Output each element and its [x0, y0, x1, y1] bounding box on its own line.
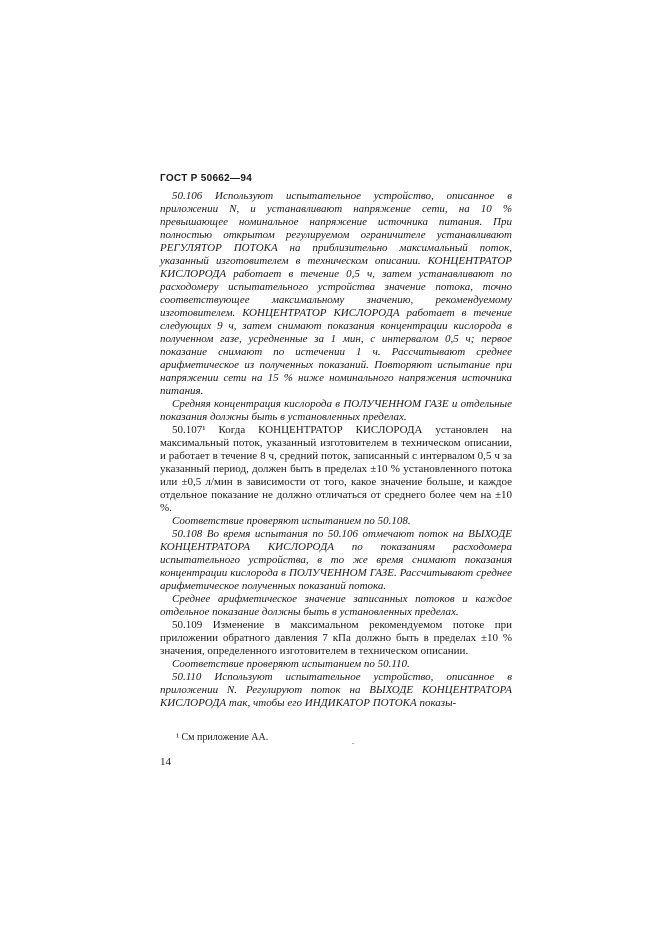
standard-header: ГОСТ Р 50662—94 — [160, 173, 253, 184]
paragraph-50-107: 50.107¹ Когда КОНЦЕНТРАТОР КИСЛОРОДА установлен на максимальный поток, указанный изготовителем в техническом описании, и работает в течение 8 ч, средний поток, записанный с интервалом 0,5 ч за указанный период, должен быть в пределах ±10 % установленного потока или ±0,5 л/мин в зависимости от того, какое значение больше, и каждое отдельное показание не должно отличаться от среднего более чем на ±10 %. — [160, 424, 512, 514]
page-number: 14 — [160, 756, 171, 768]
paragraph-50-110: 50.110 Используют испытательное устройство, описанное в приложении N. Регулируют поток на ВЫХОДЕ КОНЦЕНТРАТОРА КИСЛОРОДА так, чтобы его ИНДИКАТОР ПОТОКА показы- — [160, 671, 512, 709]
paragraph-50-106: 50.106 Используют испытательное устройство, описанное в приложении N, и устанавливают напряжение сети, на 10 % превышающее номинальное напряжение источника питания. При полностью открытом регулируемом ограничителе устанавливают РЕГУЛЯТОР ПОТОКА на приблизительно максимальный поток, указанный изготовителем в техническом описании. КОНЦЕНТРАТОР КИСЛОРОДА работает в течение 0,5 ч, затем устанавливают по расходомеру испытательного устройства значение потока, точно соответствующее максимальному значению, рекомендуемому изготовителем. КОНЦЕНТРАТОР КИСЛОРОДА работает в течение следующих 9 ч, затем снимают показания концентрации кислорода в полученном газе, усредненные за 1 мин, с интервалом 0,5 ч; первое показание снимают по истечении 1 ч. Рассчитывают среднее арифметическое из полученных показаний. Повторяют испытание при напряжении сети на 15 % ниже номинального напряжения источника питания. — [160, 190, 512, 397]
paragraph-50-109: 50.109 Изменение в максимальном рекомендуемом потоке при приложении обратного давления 7 кПа должно быть в пределах ±10 % значения, определенного изготовителем в техническом описании. — [160, 619, 512, 657]
paragraph-compliance-50-108: Соответствие проверяют испытанием по 50.108. — [172, 515, 411, 527]
paragraph-requirement-oxygen: Средняя концентрация кислорода в ПОЛУЧЕННОМ ГАЗЕ и отдельные показания должны быть в установленных пределах. — [160, 398, 512, 423]
body-text — [160, 190, 512, 710]
paragraph-50-108: 50.108 Во время испытания по 50.106 отмечают поток на ВЫХОДЕ КОНЦЕНТРАТОРА КИСЛОРОДА по показаниям расходомера испытательного устройства, в то же время снимают показания концентрации кислорода в ПОЛУЧЕННОМ ГАЗЕ. Рассчитывают среднее арифметическое полученных показаний потока. — [160, 528, 512, 592]
paragraph-compliance-50-110: Соответствие проверяют испытанием по 50.110. — [172, 658, 410, 670]
paragraph-requirement-flow: Среднее арифметическое значение записанных потоков и каждое отдельное показание должны быть в установленных пределах. — [160, 593, 512, 618]
stray-mark: . — [352, 737, 354, 746]
footnote: ¹ См приложение АА. — [176, 732, 269, 743]
